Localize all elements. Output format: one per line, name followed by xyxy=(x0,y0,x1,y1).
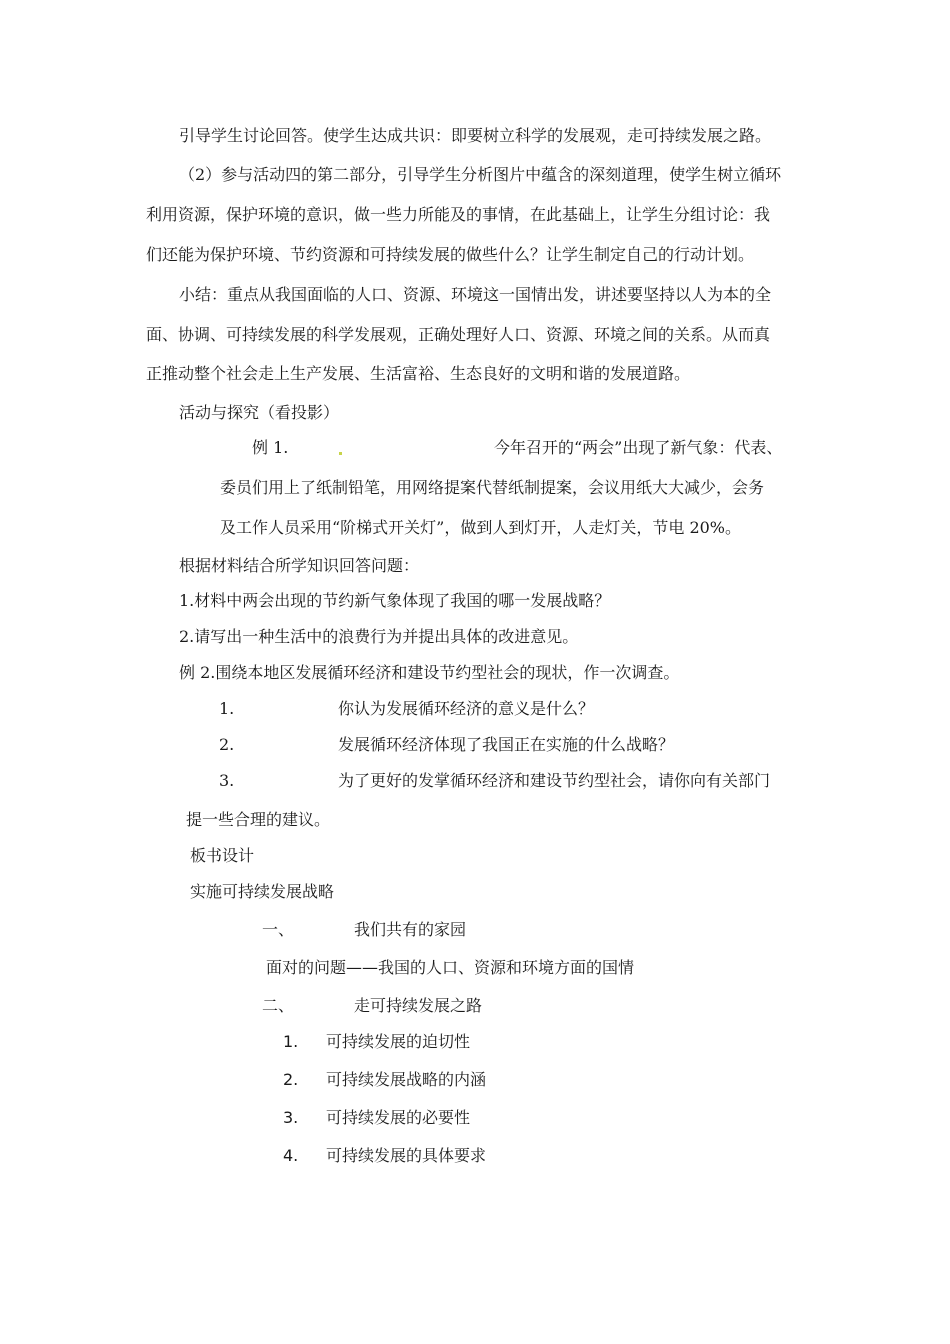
summary-line1: 小结：重点从我国面临的人口、资源、环境这一国情出发，讲述要坚持以人为本的全 xyxy=(179,285,772,304)
section2-item1-text: 可持续发展的迫切性 xyxy=(326,1032,471,1051)
section2-item2-text: 可持续发展战略的内涵 xyxy=(326,1070,487,1089)
example2-item2-text: 发展循环经济体现了我国正在实施的什么战略？ xyxy=(338,735,675,754)
example1-line3: 及工作人员采用“阶梯式开关灯”，做到人到灯开，人走灯关，节电 20%。 xyxy=(220,518,742,537)
section2-item4-number: 4. xyxy=(283,1146,299,1165)
paragraph-activity-four-line3: 们还能为保护环境、节约资源和可持续发展的做些什么？让学生制定自己的行动计划。 xyxy=(146,245,755,264)
example1-question1: 1.材料中两会出现的节约新气象体现了我国的哪一发展战略？ xyxy=(179,591,611,610)
example1-line2: 委员们用上了纸制铅笔，用网络提案代替纸制提案，会议用纸大大减少，会务 xyxy=(220,478,765,497)
activity-heading: 活动与探究（看投影） xyxy=(179,403,340,422)
example2-item2-number: 2. xyxy=(219,735,235,754)
example1-question2: 2.请写出一种生活中的浪费行为并提出具体的改进意见。 xyxy=(179,627,579,646)
section2-item3-text: 可持续发展的必要性 xyxy=(326,1108,471,1127)
example2-item1-number: 1. xyxy=(219,699,235,718)
paragraph-activity-four-line2: 利用资源，保护环境的意识，做一些力所能及的事情，在此基础上，让学生分组讨论：我 xyxy=(146,205,771,224)
section1-subtitle: 面对的问题——我国的人口、资源和环境方面的国情 xyxy=(266,958,635,977)
summary-line2: 面、协调、可持续发展的科学发展观，正确处理好人口、资源、环境之间的关系。从而真 xyxy=(146,325,771,344)
section2-item4-text: 可持续发展的具体要求 xyxy=(326,1146,487,1165)
section1-title: 我们共有的家园 xyxy=(354,920,467,939)
section2-item1-number: 1. xyxy=(283,1032,299,1051)
example2-text: 例 2.围绕本地区发展循环经济和建设节约型社会的现状，作一次调查。 xyxy=(179,663,680,682)
section2-number: 二、 xyxy=(262,996,295,1015)
summary-line3: 正推动整个社会走上生产发展、生活富裕、生态良好的文明和谐的发展道路。 xyxy=(146,364,691,383)
section1-number: 一、 xyxy=(262,920,295,939)
example1-prompt: 根据材料结合所学知识回答问题： xyxy=(179,556,420,575)
section2-item2-number: 2. xyxy=(283,1070,299,1089)
example1-label: 例 1. xyxy=(252,438,289,457)
board-heading: 板书设计 xyxy=(190,846,255,865)
section2-item3-number: 3. xyxy=(283,1108,299,1127)
example2-item3-number: 3. xyxy=(219,771,235,790)
section2-title: 走可持续发展之路 xyxy=(354,996,483,1015)
example1-line1: 今年召开的“两会”出现了新气象：代表、 xyxy=(494,438,783,457)
board-title: 实施可持续发展战略 xyxy=(190,882,335,901)
stray-mark xyxy=(339,452,342,455)
paragraph-activity-four-line1: （2）参与活动四的第二部分，引导学生分析图片中蕴含的深刻道理，使学生树立循环 xyxy=(179,165,782,184)
paragraph-discussion: 引导学生讨论回答。使学生达成共识：即要树立科学的发展观，走可持续发展之路。 xyxy=(179,126,772,145)
example2-item3-text: 为了更好的发掌循环经济和建设节约型社会，请你向有关部门 xyxy=(338,771,771,790)
example2-item1-text: 你认为发展循环经济的意义是什么？ xyxy=(338,699,595,718)
example2-continuation: 提一些合理的建议。 xyxy=(186,810,331,829)
